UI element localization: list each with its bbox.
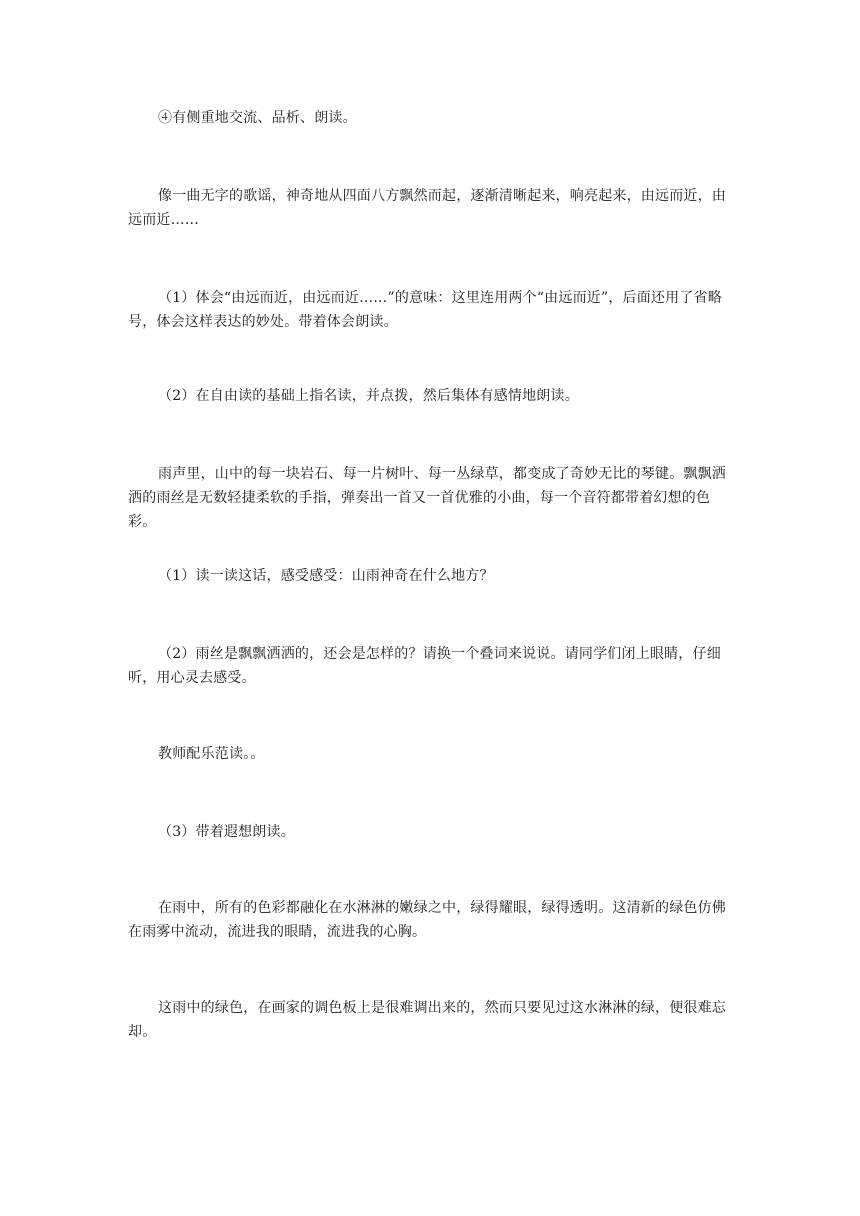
paragraph-teacher-reading: 教师配乐范读。。 (158, 746, 265, 762)
paragraph-task-1a: （1）体会“由远而近，由远而近……”的意味：这里连用两个“由远而近”，后面还用了省略号，体会这样表达的妙处。带着体会朗读。 (128, 290, 722, 330)
paragraph-task-3: （3）带着遐想朗读。 (158, 824, 295, 840)
paragraph-task-2a: （2）在自由读的基础上指名读，并点拨，然后集体有感情地朗读。 (158, 388, 579, 404)
paragraph-rain-quote: 雨声里，山中的每一块岩石、每一片树叶、每一丛绿草，都变成了奇妙无比的琴键。飘飘洒洒的雨丝是无数轻捷柔软的手指，弹奏出一首又一首优雅的小曲，每一个音符都带着幻想的色彩。 (128, 466, 726, 530)
paragraph-green-quote: 在雨中，所有的色彩都融化在水淋淋的嫩绿之中，绿得耀眼，绿得透明。这清新的绿色仿佛在雨雾中流动，流进我的眼睛，流进我的心胸。 (128, 900, 726, 940)
paragraph-task-1b: （1）读一读这话，感受感受：山雨神奇在什么地方？ (158, 568, 494, 584)
paragraph-green-color: 这雨中的绿色，在画家的调色板上是很难调出来的，然而只要见过这水淋淋的绿，便很难忘却。 (128, 1000, 726, 1040)
paragraph-discussion-step: ④有侧重地交流、品析、朗读。 (158, 110, 357, 126)
paragraph-song-quote: 像一曲无字的歌谣，神奇地从四面八方飘然而起，逐渐清晰起来，响亮起来，由远而近，由远而近…… (128, 188, 726, 228)
paragraph-task-2b: （2）雨丝是飘飘洒洒的，还会是怎样的？请换一个叠词来说说。请同学们闭上眼睛，仔细听，用心灵去感受。 (128, 646, 721, 686)
